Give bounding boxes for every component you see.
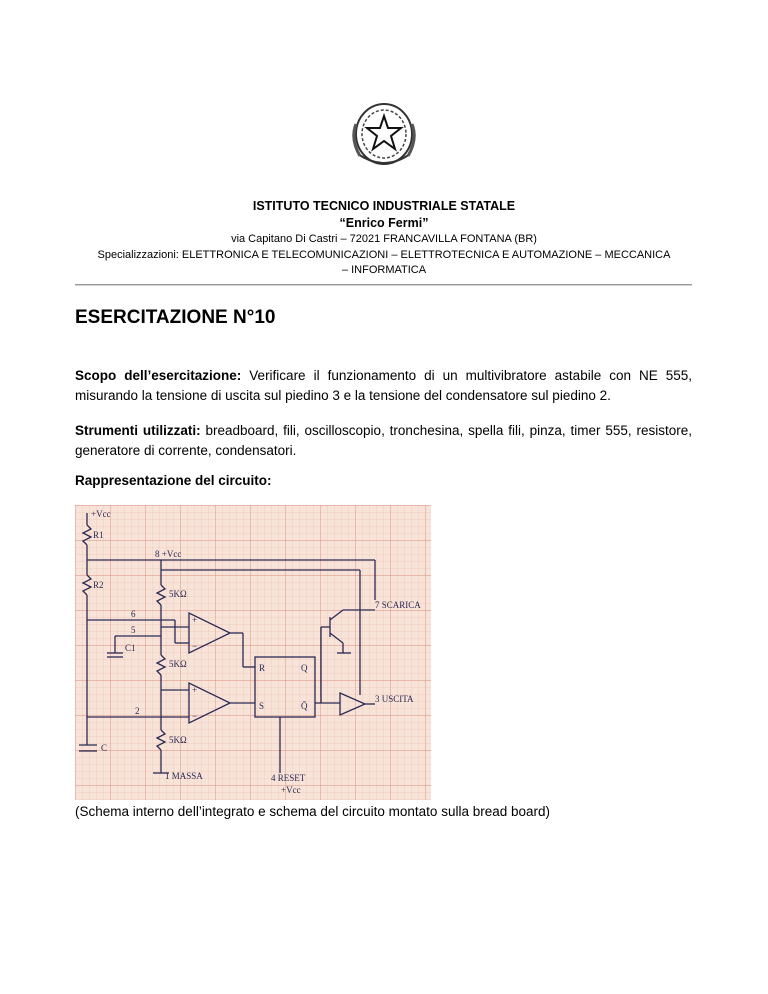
school-subtitle: “Enrico Fermi” (339, 216, 429, 230)
school-specializations: Specializzazioni: ELETTRONICA E TELECOMUNICAZIONI – ELETTROTECNICA E AUTOMAZIONE – MECCANICA – INFORMATICA (97, 249, 671, 276)
header-divider (75, 284, 692, 286)
label-ff-r: R (259, 663, 266, 673)
circuit-heading: Rappresentazione del circuito: (75, 473, 272, 488)
label-comp1-minus: − (192, 641, 198, 651)
label-pin7: 7 SCARICA (375, 600, 421, 610)
label-r2: R2 (93, 580, 104, 590)
label-ff-qn: Q̄ (301, 701, 308, 711)
label-5k-3: 5KΩ (169, 735, 187, 745)
label-pin6: 6 (131, 609, 136, 619)
label-r1: R1 (93, 530, 104, 540)
label-comp2-plus: + (192, 685, 198, 695)
school-address: via Capitano Di Castri – 72021 FRANCAVILLA FONTANA (BR) (231, 233, 537, 245)
label-pin3: 3 USCITA (375, 694, 414, 704)
label-reset-vcc: +Vcc (281, 785, 301, 795)
label-comp1-plus: + (192, 615, 198, 625)
label-5k-2: 5KΩ (169, 659, 187, 669)
label-ff-s: S (259, 701, 265, 711)
tools-label: Strumenti utilizzati: (75, 423, 201, 438)
label-massa: 1 MASSA (165, 771, 203, 781)
label-reset: 4 RESET (271, 773, 306, 783)
label-vcc-top: +Vcc (91, 509, 111, 519)
tools-text: breadboard, fili, oscilloscopio, tronchesina, spella fili, pinza, timer 555, resistore, generatore di corrente, condensatori. (75, 423, 693, 458)
republic-emblem-icon (338, 94, 430, 172)
label-pin8: 8 +Vcc (155, 549, 182, 559)
tools-paragraph (75, 421, 692, 461)
circuit-caption: (Schema interno dell’integrato e schema del circuito montato sulla bread board) (75, 804, 551, 819)
circuit-diagram (75, 505, 431, 800)
label-c: C (101, 743, 108, 753)
scope-label: Scopo dell’esercitazione: (75, 368, 242, 383)
page-title: ESERCITAZIONE N°10 (75, 307, 276, 328)
scope-text: Verificare il funzionamento di un multivibratore astabile con NE 555, misurando la tensione di uscita sul piedino 3 e la tensione del condensatore sul piedino 2. (75, 368, 692, 403)
label-comp2-minus: − (192, 711, 198, 721)
label-c1: C1 (125, 643, 136, 653)
label-pin5: 5 (131, 625, 136, 635)
school-name: ISTITUTO TECNICO INDUSTRIALE STATALE (252, 199, 516, 213)
label-5k-1: 5KΩ (169, 589, 187, 599)
label-pin2: 2 (135, 706, 140, 716)
label-ff-q: Q (301, 663, 308, 673)
scope-paragraph (75, 366, 692, 406)
